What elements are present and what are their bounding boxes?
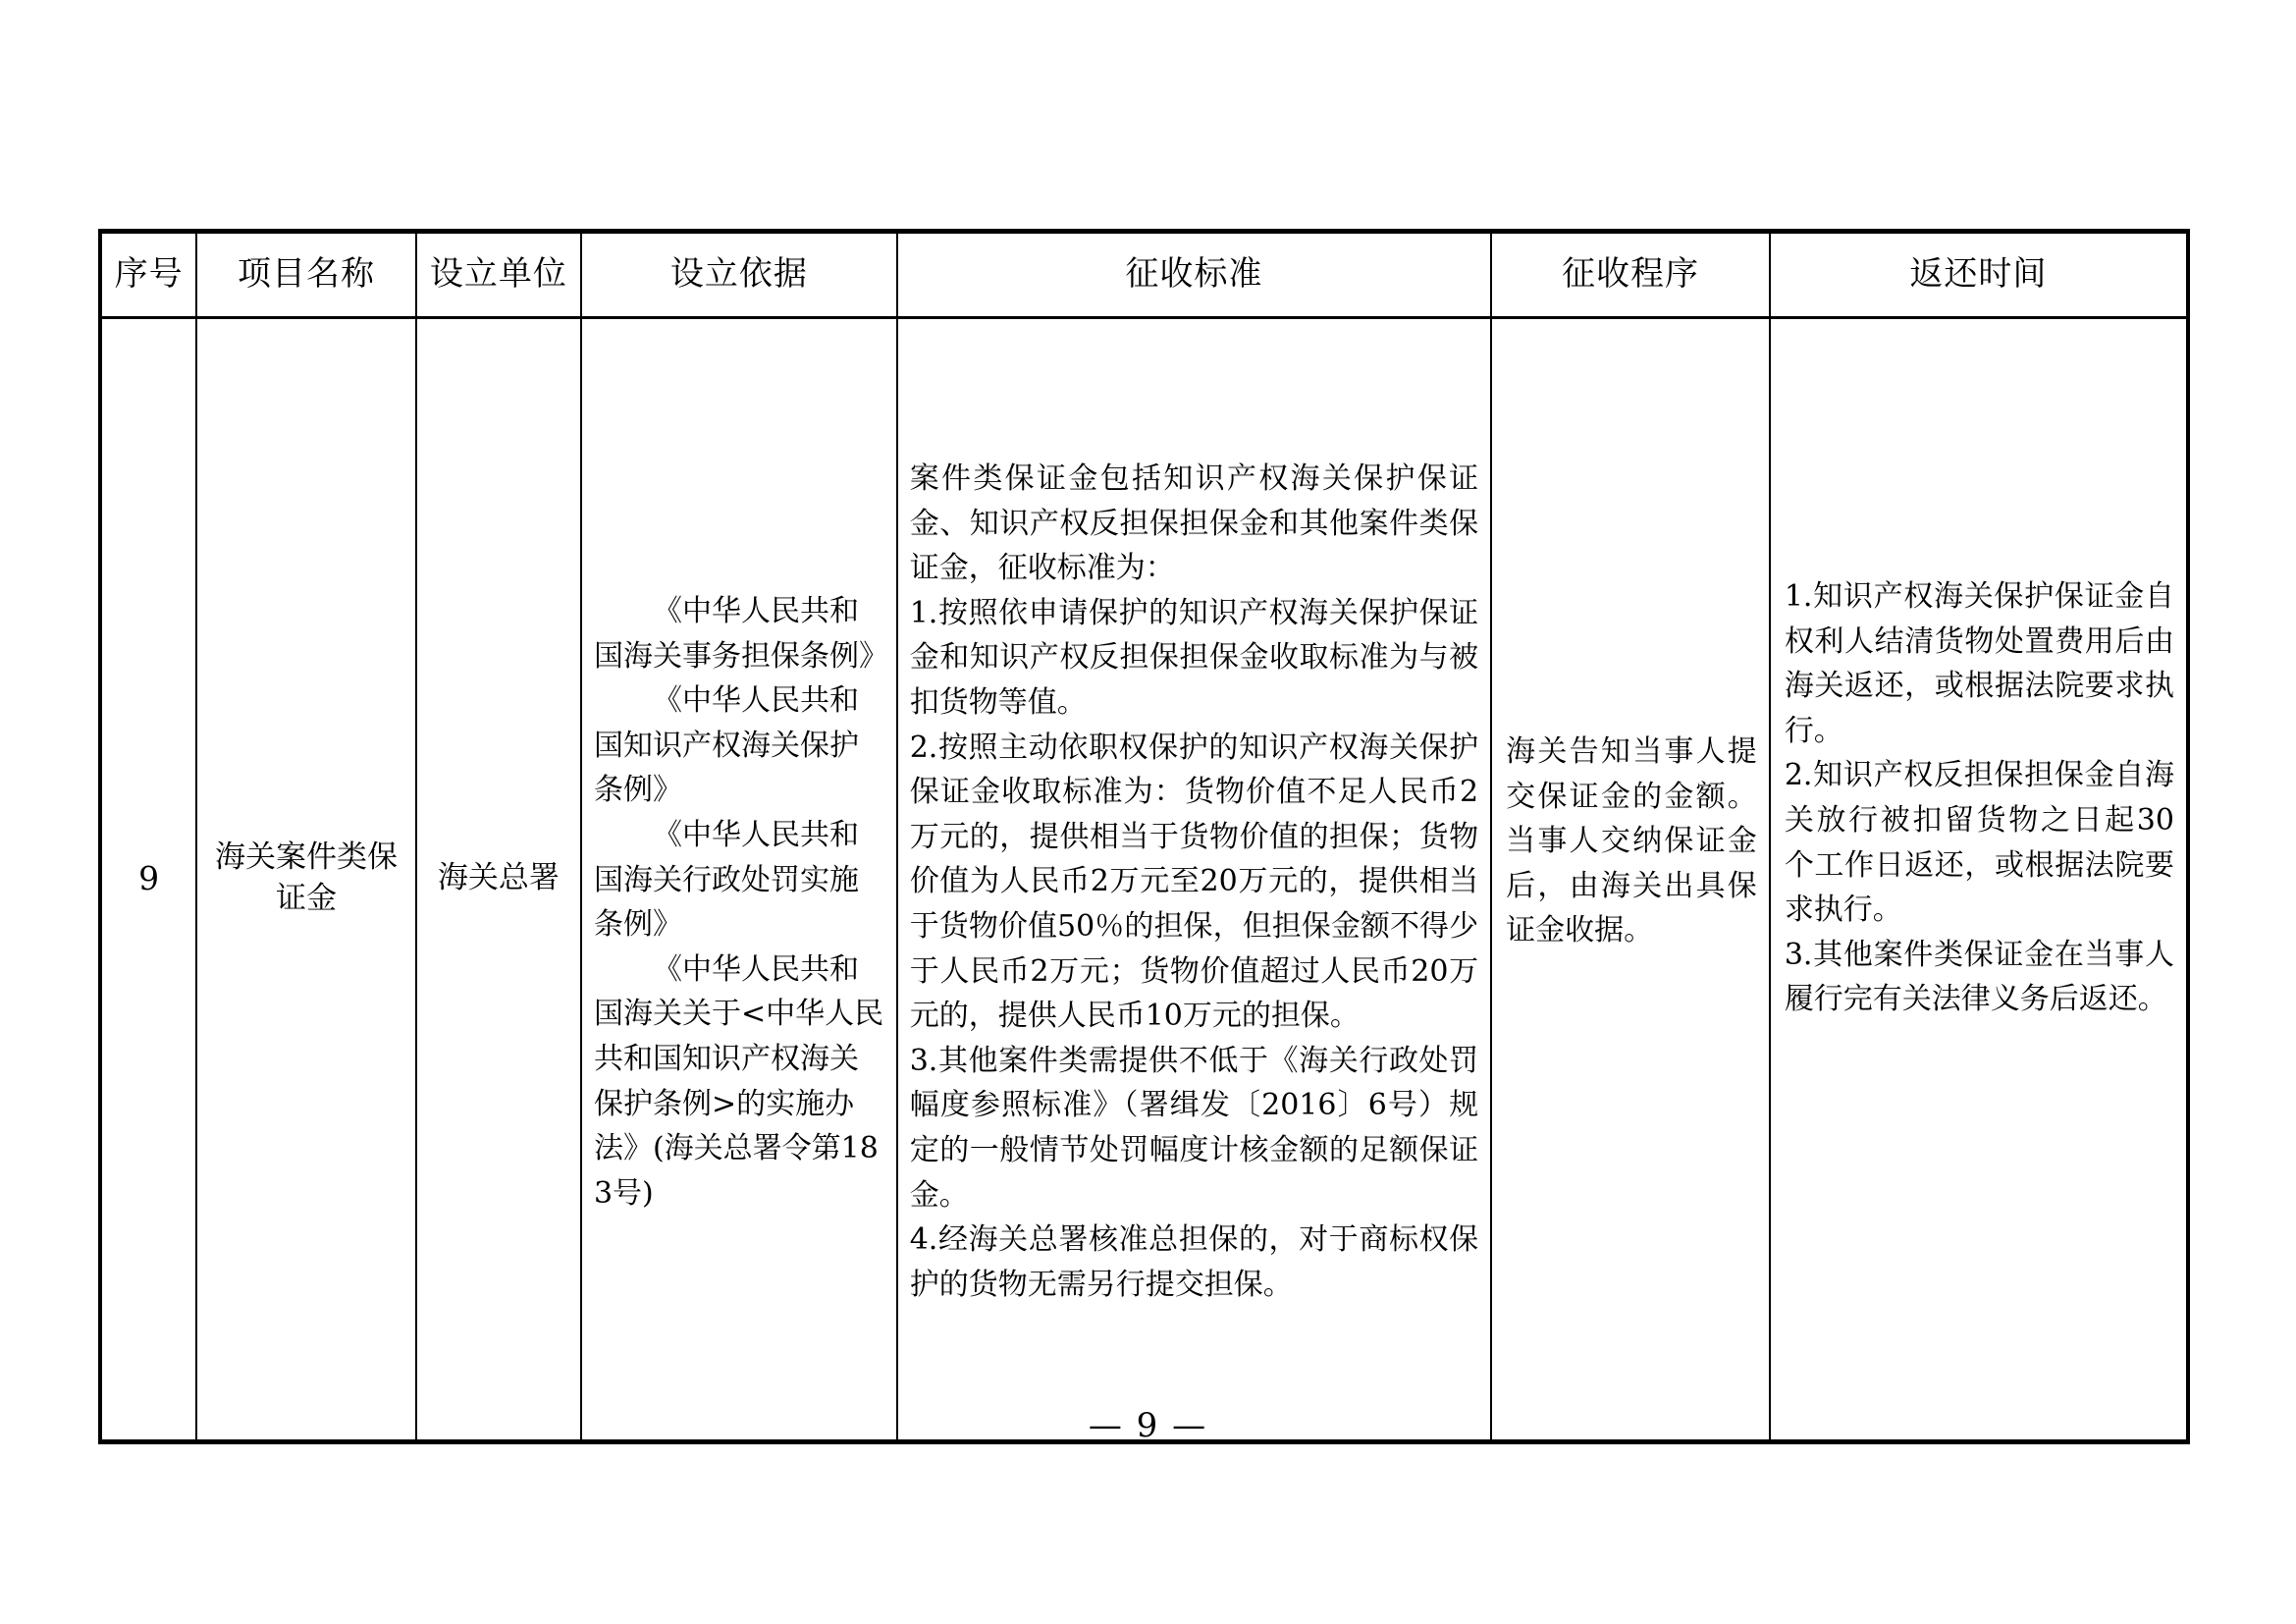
- cell-establishing-basis-content: [582, 319, 896, 1216]
- establishing-basis-line: 《中华人民共和国海关事务担保条例》: [593, 594, 888, 674]
- return-time-item: 3.其他案件类保证金在当事人履行完有关法律义务后返还。: [1784, 937, 2174, 1017]
- cell-establishing-basis: [581, 318, 897, 1442]
- cell-establishing-unit: [416, 318, 581, 1442]
- cell-no-value: 9: [138, 858, 160, 897]
- collection-procedure-text: 海关告知当事人提交保证金的金额。当事人交纳保证金后，由海关出具保证金收据。: [1506, 734, 1757, 948]
- cell-project-name-value: 海关案件类保证金: [214, 839, 398, 916]
- return-time-item: 1.知识产权海关保护保证金自权利人结清货物处置费用后由海关返还，或根据法院要求执行。: [1784, 579, 2174, 748]
- cell-return-time-content: [1771, 319, 2186, 1022]
- column-header-return-time-label: 返还时间: [1909, 254, 2048, 295]
- column-header-establishing-unit: [416, 232, 581, 318]
- fee-items-table: [98, 229, 2190, 1444]
- column-header-collection-standard: [897, 232, 1491, 318]
- column-header-no-label: 序号: [114, 254, 184, 295]
- column-header-project-name: [196, 232, 416, 318]
- cell-return-time: [1770, 318, 2188, 1442]
- column-header-collection-standard-label: 征收标准: [1125, 254, 1263, 295]
- column-header-return-time: [1770, 232, 2188, 318]
- table-header-row: [100, 232, 2188, 318]
- collection-standard-item: 4.经海关总署核准总担保的，对于商标权保护的货物无需另行提交担保。: [909, 1222, 1479, 1302]
- cell-collection-standard-content: [898, 319, 1490, 1307]
- column-header-establishing-basis: [581, 232, 897, 318]
- column-header-establishing-basis-label: 设立依据: [669, 254, 808, 295]
- column-header-collection-procedure: [1491, 232, 1770, 318]
- collection-standard-item: 1.按照依申请保护的知识产权海关保护保证金和知识产权反担保担保金收取标准为与被扣货物等值。: [909, 595, 1479, 720]
- column-header-collection-procedure-label: 征收程序: [1561, 254, 1699, 295]
- cell-collection-procedure: [1491, 318, 1770, 1442]
- cell-no: [100, 318, 196, 1442]
- establishing-basis-line: 《中华人民共和国海关关于<中华人民共和国知识产权海关保护条例>的实施办法》(海关总署令第183号): [593, 951, 884, 1211]
- page-number-footer: — 9 —: [1088, 1406, 1208, 1445]
- establishing-basis-line: 《中华人民共和国知识产权海关保护条例》: [593, 683, 859, 808]
- establishing-basis-line: 《中华人民共和国海关行政处罚实施条例》: [593, 817, 859, 943]
- collection-standard-lead: 案件类保证金包括知识产权海关保护保证金、知识产权反担保担保金和其他案件类保证金，征收标准为：: [909, 461, 1479, 586]
- cell-collection-standard: [897, 318, 1491, 1442]
- cell-establishing-unit-value: 海关总署: [437, 860, 560, 896]
- cell-project-name: [196, 318, 416, 1442]
- collection-standard-item: 2.按照主动依职权保护的知识产权海关保护保证金收取标准为：货物价值不足人民币2万元的，提供相当于货物价值的担保；货物价值为人民币2万元至20万元的，提供相当于货物价值50％的担保，但担保金额不得少于人民币2万元；货物价值超过人民币20万元的，提供人民币10万元的担保。: [909, 730, 1479, 1034]
- column-header-project-name-label: 项目名称: [237, 254, 375, 295]
- collection-standard-item: 3.其他案件类需提供不低于《海关行政处罚幅度参照标准》（署缉发〔2016〕6号）规定的一般情节处罚幅度计核金额的足额保证金。: [909, 1043, 1479, 1213]
- return-time-item: 2.知识产权反担保担保金自海关放行被扣留货物之日起30个工作日返还，或根据法院要求执行。: [1784, 758, 2174, 928]
- cell-collection-procedure-content: [1492, 319, 1769, 953]
- table-row: [100, 318, 2188, 1442]
- column-header-no: [100, 232, 196, 318]
- column-header-establishing-unit-label: 设立单位: [429, 254, 567, 295]
